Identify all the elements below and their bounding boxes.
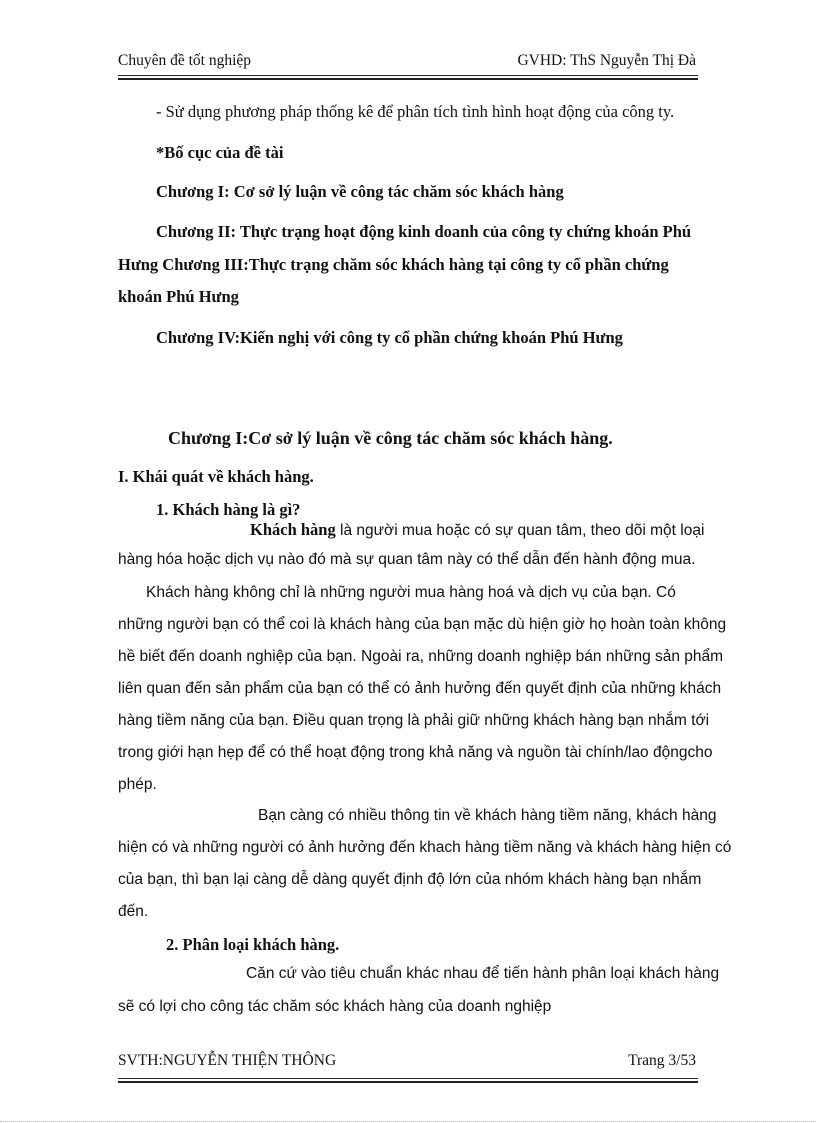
page-edge-divider [0,1121,816,1122]
chapter2-line3: khoán Phú Hưng [118,287,239,306]
para2-line: liên quan đến sản phẩm của bạn có thể có ảnh hưởng đến quyết định của những khách [118,680,722,697]
para2-line: Khách hàng không chỉ là những người mua hàng hoá và dịch vụ của bạn. Có [146,584,676,601]
para2-line: trong giới hạn hẹp để có thể hoạt động trong khả năng và nguồn tài chính/lao độngcho [118,744,713,761]
para3-line: đến. [118,903,149,920]
header-course-title: Chuyên đề tốt nghiệp [118,52,252,69]
chapter1-item: Chương I: Cơ sở lý luận về công tác chăm sóc khách hàng [156,182,564,201]
chapter4-item: Chương IV:Kiến nghị với công ty cổ phần chứng khoán Phú Hưng [156,328,623,347]
chapter-title: Chương I:Cơ sở lý luận về công tác chăm sóc khách hàng. [168,428,613,448]
chapter2-line1: Chương II: Thực trạng hoạt động kinh doanh của công ty chứng khoán Phú [156,222,692,241]
para2-line: hàng tiềm năng của bạn. Điều quan trọng là phải giữ những khách hàng bạn nhắm tới [118,712,710,729]
sub1-heading: 1. Khách hàng là gì? [156,500,301,519]
para4-line: Căn cứ vào tiêu chuẩn khác nhau để tiến hành phân loại khách hàng [246,965,720,982]
para3-line: của bạn, thì bạn lại càng dễ dàng quyết định độ lớn của nhóm khách hàng bạn nhắm [118,871,702,888]
footer-page-number: Trang 3/53 [628,1052,696,1069]
definition-line1 [250,520,704,540]
section1-heading: I. Khái quát về khách hàng. [118,467,314,486]
page-footer [118,1052,698,1092]
footer-student-name: SVTH:NGUYỄN THIỆN THÔNG [118,1052,337,1069]
para3-line: hiện có và những người có ảnh hưởng đến khach hàng tiềm năng và khách hàng hiện có [118,839,732,856]
para3-line: Bạn càng có nhiều thông tin về khách hàng tiềm năng, khách hàng [258,807,717,824]
header-rule-thin [118,75,698,76]
para2-line: phép. [118,776,157,793]
page-header [118,52,698,78]
method-line: - Sử dụng phương pháp thống kê để phân tích tình hình hoạt động của công ty. [156,102,675,121]
definition-rest: là người mua hoặc có sự quan tâm, theo dõi một loại [335,522,705,539]
header-supervisor: GVHD: ThS Nguyễn Thị Đà [517,52,696,69]
para4-line: sẽ có lợi cho công tác chăm sóc khách hàng của doanh nghiệp [118,998,552,1015]
definition-term: Khách hàng [250,520,336,539]
footer-rule-thin [118,1078,698,1079]
chapter2-line2: Hưng Chương III:Thực trạng chăm sóc khách hàng tại công ty cổ phần chứng [118,255,669,274]
structure-heading: *Bố cục của đề tài [156,143,284,162]
definition-line2: hàng hóa hoặc dịch vụ nào đó mà sự quan tâm này có thể dẫn đến hành động mua. [118,551,696,568]
sub2-heading: 2. Phân loại khách hàng. [166,935,340,954]
para2-line: hề biết đến doanh nghiệp của bạn. Ngoài ra, những doanh nghiệp bán những sản phẩm [118,648,724,665]
para2-line: những người bạn có thể coi là khách hàng của bạn mặc dù hiện giờ họ hoàn toàn không [118,616,727,633]
header-rule-thick [118,78,698,80]
footer-rule-thick [118,1081,698,1083]
